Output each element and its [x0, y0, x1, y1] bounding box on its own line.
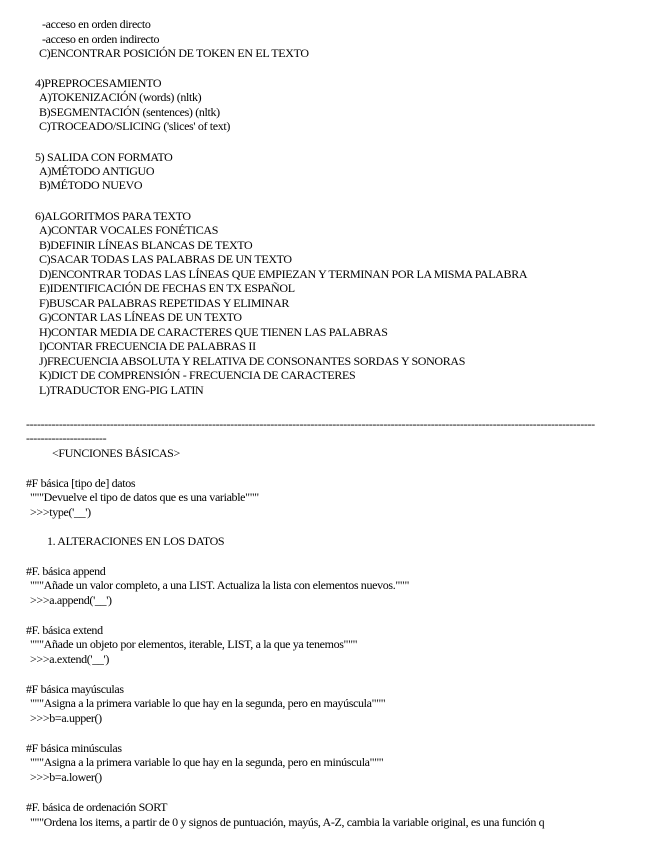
text-line: >>>a.append('__') [30, 593, 112, 607]
section-heading: 6)ALGORITMOS PARA TEXTO [35, 209, 191, 223]
text-line: D)ENCONTRAR TODAS LAS LÍNEAS QUE EMPIEZAN Y TERMINAN POR LA MISMA PALABRA [39, 267, 528, 281]
text-line: H)CONTAR MEDIA DE CARACTERES QUE TIENEN LAS PALABRAS [39, 325, 388, 339]
section-heading: <FUNCIONES BÁSICAS> [52, 446, 180, 460]
text-line: >>>b=a.upper() [30, 711, 102, 725]
section-heading: 4)PREPROCESAMIENTO [35, 76, 162, 90]
section-heading: 1. ALTERACIONES EN LOS DATOS [47, 534, 225, 548]
text-line: """Asigna a la primera variable lo que hay en la segunda, pero en mayúscula""" [30, 696, 386, 710]
text-line: """Asigna a la primera variable lo que hay en la segunda, pero en minúscula""" [30, 755, 384, 769]
text-line: """Añade un valor completo, a una LIST. Actualiza la lista con elementos nuevos.""" [30, 578, 410, 592]
text-line: #F. básica extend [26, 623, 103, 637]
text-line: J)FRECUENCIA ABSOLUTA Y RELATIVA DE CONSONANTES SORDAS Y SONORAS [39, 354, 466, 368]
text-line: G)CONTAR LAS LÍNEAS DE UN TEXTO [39, 310, 242, 324]
section-heading: 5) SALIDA CON FORMATO [35, 150, 173, 164]
text-line: -acceso en orden indirecto [42, 32, 160, 46]
text-line: E)IDENTIFICACIÓN DE FECHAS EN TX ESPAÑOL [39, 281, 295, 295]
divider-line: ---------------------- [26, 431, 107, 445]
text-line: #F. básica de ordenación SORT [26, 800, 168, 814]
text-line: #F básica minúsculas [26, 741, 122, 755]
text-line: """Ordena los items, a partir de 0 y signos de puntuación, mayús, A-Z, cambia la variable original, es una función q [30, 815, 545, 829]
text-line: B)DEFINIR LÍNEAS BLANCAS DE TEXTO [39, 238, 253, 252]
text-line: C)ENCONTRAR POSICIÓN DE TOKEN EN EL TEXTO [39, 46, 309, 60]
text-line: #F básica [tipo de] datos [26, 476, 136, 490]
text-line: A)CONTAR VOCALES FONÉTICAS [39, 223, 219, 237]
text-line: >>>type('__') [30, 505, 91, 519]
text-line: C)SACAR TODAS LAS PALABRAS DE UN TEXTO [39, 252, 292, 266]
text-line: B)SEGMENTACIÓN (sentences) (nltk) [39, 105, 220, 119]
text-line: L)TRADUCTOR ENG-PIG LATIN [39, 383, 204, 397]
text-line: F)BUSCAR PALABRAS REPETIDAS Y ELIMINAR [39, 296, 290, 310]
text-line: K)DICT DE COMPRENSIÓN - FRECUENCIA DE CARACTERES [39, 368, 356, 382]
text-line: -acceso en orden directo [42, 17, 151, 31]
text-line: B)MÉTODO NUEVO [39, 178, 143, 192]
text-line: """Devuelve el tipo de datos que es una variable""" [30, 490, 259, 504]
text-line: >>>a.extend('__') [30, 652, 109, 666]
text-line: C)TROCEADO/SLICING ('slices' of text) [39, 119, 231, 133]
text-line: I)CONTAR FRECUENCIA DE PALABRAS II [39, 339, 256, 353]
text-line: A)TOKENIZACIÓN (words) (nltk) [39, 90, 202, 104]
text-line: >>>b=a.lower() [30, 770, 102, 784]
text-line: A)MÉTODO ANTIGUO [39, 164, 155, 178]
text-line: #F básica mayúsculas [26, 682, 124, 696]
text-line: #F. básica append [26, 564, 106, 578]
divider-line: ------------------------------------------------------------------------------------------------------------------------------------------------------------ [26, 417, 595, 431]
text-line: """Añade un objeto por elementos, iterable, LIST, a la que ya tenemos""" [30, 637, 358, 651]
